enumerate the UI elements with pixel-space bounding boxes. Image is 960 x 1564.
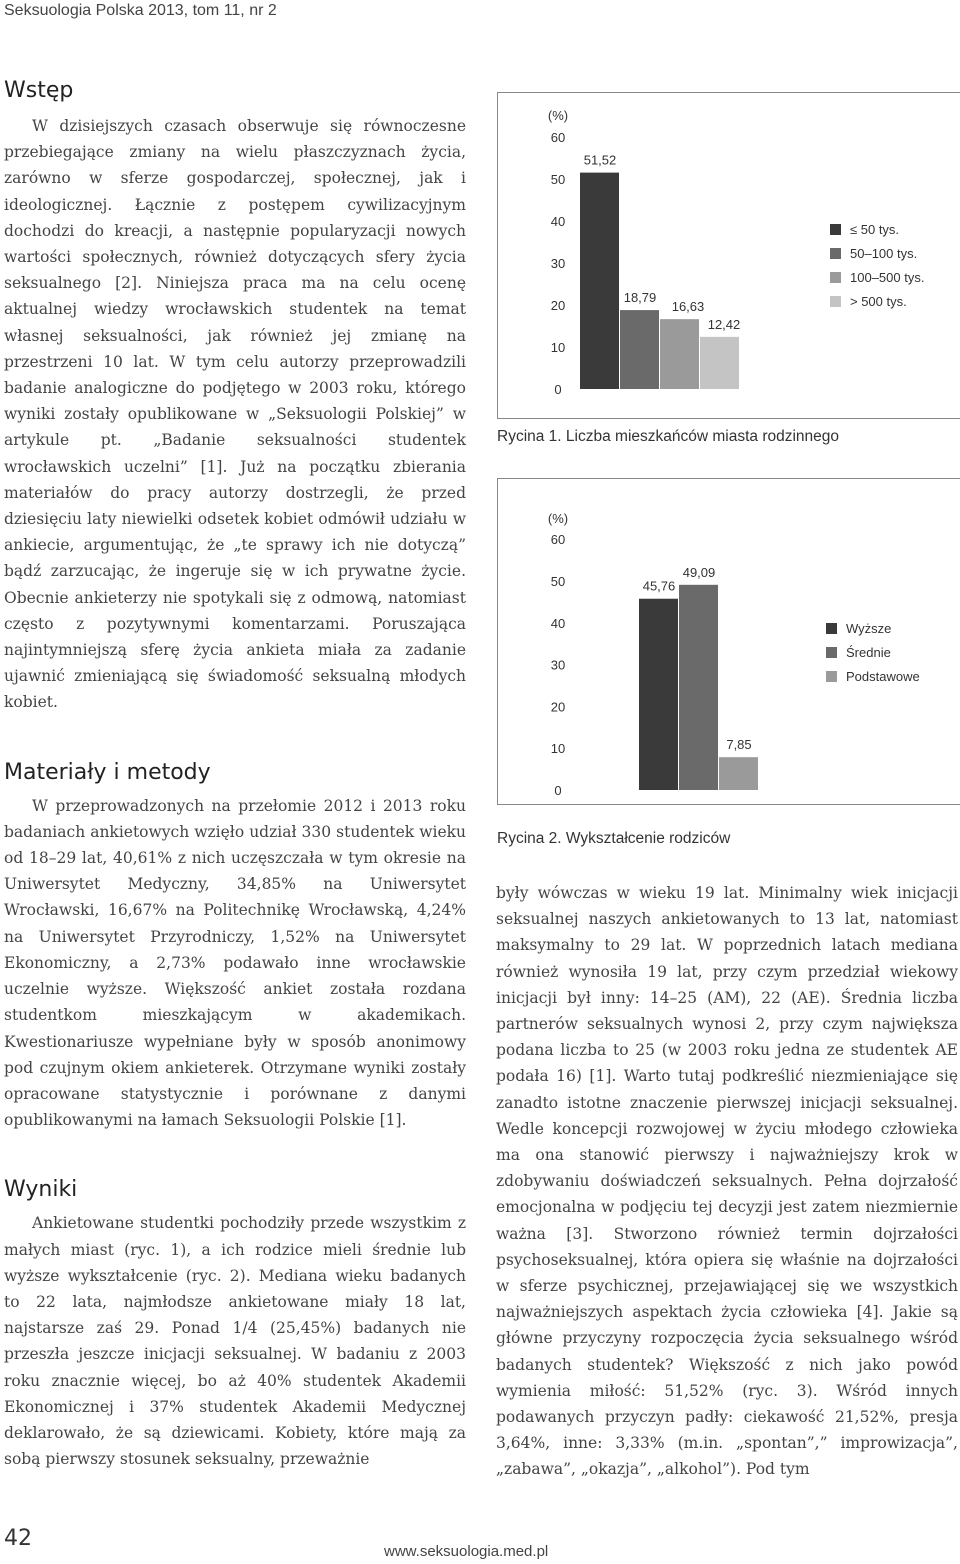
methods-paragraph: W przeprowadzonych na przełomie 2012 i 2013 roku badaniach ankietowych wzięło udział 330 studentek wieku od 18–29 lat, 40,61% z nich uczęszczała w tym okresie na Uniwersytet Medyczny, 34,85% na Uniwersytet Wrocławski, 16,67% na Politechnikę Wrocławską, 4,24% na Uniwersytet Przyrodniczy, 1,52% na Uniwersytet Ekonomiczny, a 2,73% podawało inne wrocławskie uczelnie wyższe. Większość ankiet została rozdana studentkom mieszkającym w akademikach. Kwestionariusze wypełniane były w sposób anonimowy pod czujnym okiem ankieterek. Otrzymane wyniki zostały opracowane statystycznie i porównane z danymi opublikowanymi na łamach Seksuologii Polskie [1].: [4, 796, 466, 1130]
legend-label: Średnie: [846, 645, 891, 660]
y-tick-label: 0: [554, 382, 562, 397]
legend-swatch: [826, 647, 837, 658]
legend-label: 100–500 tys.: [850, 270, 925, 285]
legend-label: ≤ 50 tys.: [850, 222, 900, 237]
y-tick-label: 30: [550, 657, 566, 673]
bar: [580, 173, 619, 389]
y-tick-label: 10: [550, 741, 566, 757]
y-tick-label: 50: [550, 574, 566, 589]
left-column: [4, 78, 466, 1472]
figure-2-caption: Rycina 2. Wykształcenie rodziców: [497, 830, 731, 847]
data-label: 45,76: [642, 578, 676, 594]
y-axis-label: (%): [547, 108, 569, 123]
figure-2-chart: [497, 478, 960, 805]
intro-heading: Wstęp: [4, 78, 74, 103]
legend-swatch: [826, 671, 837, 682]
y-tick-label: 30: [550, 256, 566, 271]
right-paragraph: były wówczas w wieku 19 lat. Minimalny wiek inicjacji seksualnej naszych ankietowanych to 13 lat, natomiast maksymalny to 29 lat. W poprzednich latach mediana również wynosiła 19 lat, przy czym przedział wiekowy inicjacji był inny: 14–25 (AM), 22 (AE). Średnia liczba partnerów seksualnych wynosi 2, przy czym największa podana liczba to 25 (w 2003 roku jedna ze studentek AE podała 16) [1]. Warto tutaj podkreślić niezmieniające się zanadto istotne znaczenie pierwszej inicjacji seksualnej. Wedle koncepcji rozwojowej w życiu młodego człowieka ma ona stanowić pierwszy i najważniejszy krok w zdobywaniu doświadczeń seksualnych. Pełna dojrzałość emocjonalna w podjęciu tej decyzji jest zatem niezmiernie ważna [3]. Stworzono również termin dojrzałości psychoseksualnej, która opiera się właśnie na dojrzałości w sferze psychicznej, przejawiającej się we wszystkich najważniejszych aspektach życia człowieka [4]. Jakie są główne przyczyny rozpoczęcia życia seksualnego wśród badanych studentek? Większość z nich jako powód wymienia miłość: 51,52% (ryc. 3). Wśród innych podawanych przyczyn padły: ciekawość 21,52%, presja 3,64%, inne: 3,33% (m.in. „spontan”,” improwizacja”, „zabawa”, „okazja”, „alkohol”). Pod tym: [496, 884, 958, 1479]
legend-label: > 500 tys.: [850, 294, 907, 309]
y-tick-label: 60: [550, 130, 566, 145]
y-tick-label: 10: [550, 340, 566, 355]
legend-swatch: [830, 296, 841, 307]
y-tick-label: 20: [550, 699, 566, 715]
legend-label: Podstawowe: [846, 669, 920, 684]
data-label: 12,42: [707, 316, 741, 332]
data-label: 51,52: [583, 152, 617, 168]
bar: [700, 337, 739, 389]
y-tick-label: 50: [550, 172, 566, 187]
y-tick-label: 60: [550, 532, 566, 548]
legend-swatch: [830, 248, 841, 259]
figure-1-caption: Rycina 1. Liczba mieszkańców miasta rodzinnego: [497, 428, 840, 445]
bar: [639, 599, 678, 790]
results-heading: Wyniki: [4, 1177, 78, 1203]
data-label: 18,79: [623, 290, 657, 306]
legend-label: Wyższe: [846, 621, 892, 636]
methods-heading: Materiały i metody: [4, 759, 211, 785]
footer-url: www.seksuologia.med.pl: [384, 1543, 549, 1560]
bar: [620, 310, 659, 389]
y-axis-label: (%): [547, 511, 569, 526]
bar: [679, 585, 718, 790]
y-tick-label: 40: [550, 214, 566, 229]
results-paragraph: Ankietowane studentki pochodziły przede wszystkim z małych miast (ryc. 1), a ich rodzice mieli średnie lub wyższe wykształcenie (ryc. 2). Mediana wieku badanych to 22 lata, najmłodsze ankietowane miały 18 lat, najstarsze zaś 29. Ponad 1/4 (25,45%) badanych nie przeszła jeszcze inicjacji seksualnej. W badaniu z 2003 roku znacznie więcej, bo aż 40% studentek Akademii Ekonomicznej i 37% studentek Akademii Medycznej deklarowało, że są dziewicami. Kobiety, które mają za sobą pierwszy stosunek seksualny, przeważnie: [4, 1214, 466, 1469]
bar: [719, 757, 758, 790]
intro-paragraph: W dzisiejszych czasach obserwuje się równoczesne przebiegające zmiany na wielu płaszczyznach życia, zarówno w sferze gospodarczej, społecznej, jak i ideologicznej. Łącznie z postępem cywilizacyjnym dochodzi do kreacji, a następnie popularyzacji nowych wartości społecznych, również dotyczących sfery życia seksualnego [2]. Niniejsza praca ma na celu ocenę aktualnej wiedzy wrocławskich studentek na temat własnej seksualności, jak również jej zmianę na przestrzeni 10 lat. W tym celu autorzy przeprowadzili badanie analogiczne do podjętego w 2003 roku, którego wyniki zostały opublikowane w „Seksuologii Polskiej” w artykule pt. „Badanie seksualności studentek wrocławskich uczelni” [1]. Już na początku zbierania materiałów do pracy autorzy dostrzegli, że przed dziesięciu laty niewielki odsetek kobiet odmówił udziału w ankiecie, argumentując, że „te sprawy ich nie dotyczą” bądź zarzucając, że ingeruje się w ich prywatne życie. Obecnie ankieterzy nie spotykali się z odmową, natomiast często z pozytywnymi komentarzami. Poruszająca najintymniejszą sferę życia ankieta miała za zadanie ujawnić zmieniającą się świadomość seksualną młodych kobiet.: [4, 117, 466, 712]
legend-swatch: [830, 224, 841, 235]
legend-swatch: [826, 623, 837, 634]
chart-2-svg: [498, 479, 960, 804]
data-label: 7,85: [726, 737, 752, 753]
legend-swatch: [830, 272, 841, 283]
y-tick-label: 20: [550, 298, 566, 313]
legend-label: 50–100 tys.: [850, 246, 918, 261]
page-number: 42: [4, 1526, 32, 1551]
y-tick-label: 40: [550, 615, 566, 631]
right-column: [496, 880, 958, 1483]
chart-1-svg: [498, 93, 960, 418]
figure-1-chart: [497, 92, 960, 419]
y-tick-label: 0: [554, 783, 562, 798]
running-header: Seksuologia Polska 2013, tom 11, nr 2: [4, 2, 277, 19]
data-label: 16,63: [671, 299, 705, 315]
data-label: 49,09: [682, 564, 716, 580]
bar: [660, 319, 699, 389]
